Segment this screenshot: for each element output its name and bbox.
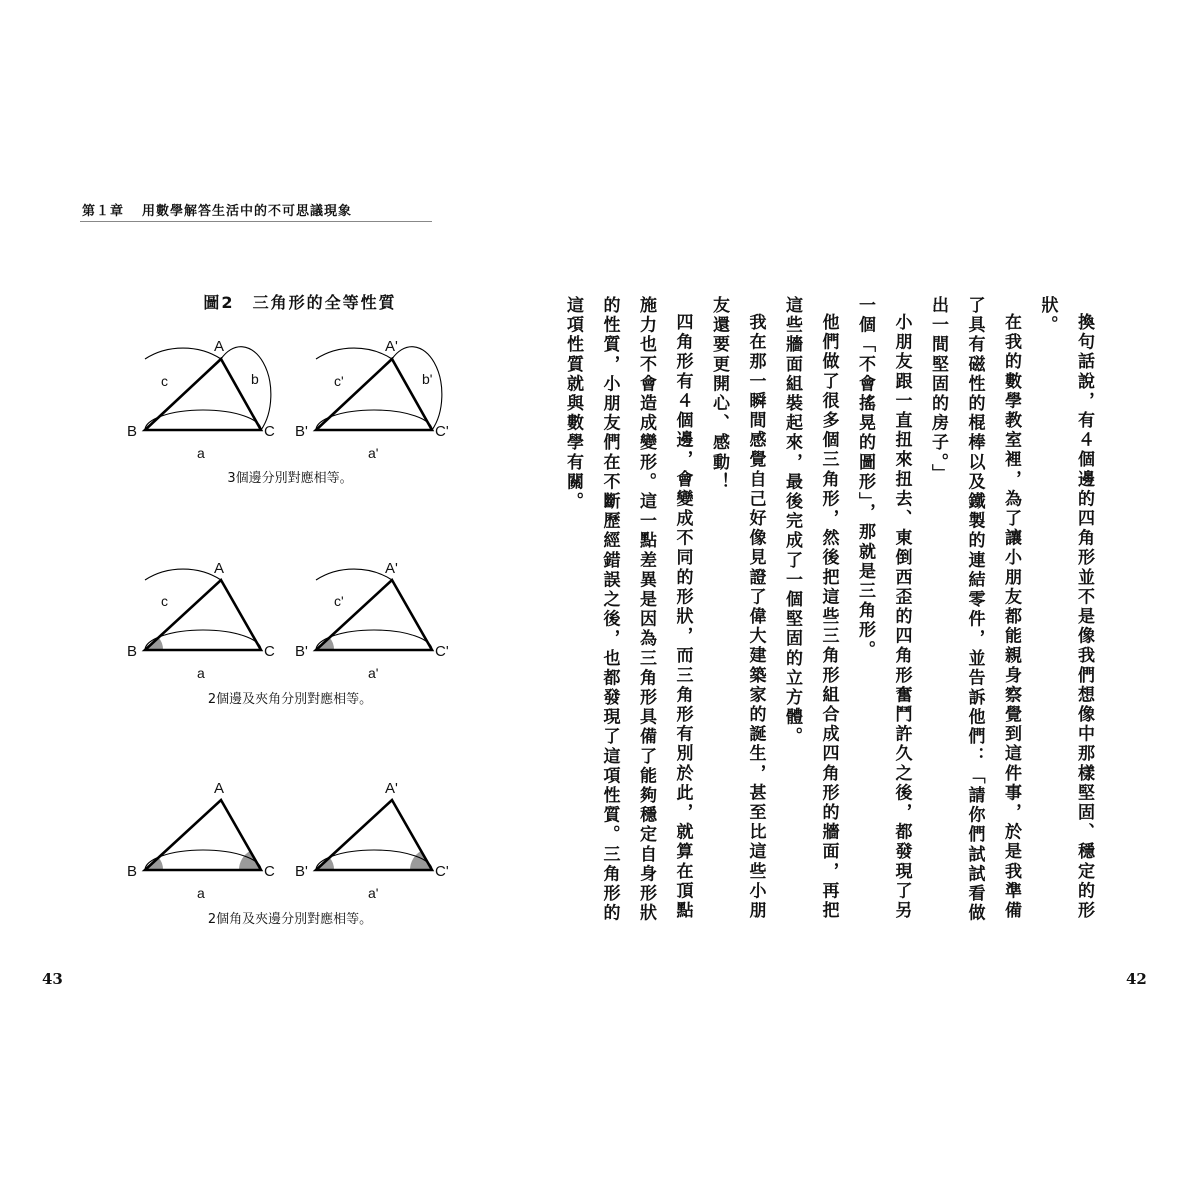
side-a-label: a xyxy=(197,885,205,901)
vertex-c-label: C xyxy=(264,423,275,440)
vertex-b-prime-label: B' xyxy=(295,863,308,880)
vertex-b-prime-label: B' xyxy=(295,643,308,660)
triangle-abc-prime xyxy=(316,580,432,650)
vertex-a-label: A xyxy=(214,780,225,797)
paragraph: 他們做了很多個三角形，然後把這些三角形組合成四角形的牆面，再把這些牆面組裝起來，最後完成了一個堅固的立方體。 xyxy=(782,296,839,921)
triangle-abc-prime-3 xyxy=(295,780,449,901)
page-number-left: 43 xyxy=(42,970,63,988)
sss-triangle-pair xyxy=(127,338,449,461)
triangle-abc-3 xyxy=(127,780,275,901)
arc-side-b-prime xyxy=(392,347,442,430)
arc-side-c xyxy=(145,348,221,359)
vertex-c-prime-label: C' xyxy=(435,423,449,440)
paragraph: 小朋友跟一直扭來扭去、東倒西歪的四角形奮鬥許久之後，都發現了另一個「不會搖晃的圖形」，那就是三角形。 xyxy=(855,296,912,921)
triangle-abc-1 xyxy=(127,338,275,461)
triangle-abc-prime-2 xyxy=(295,560,449,681)
side-c-prime-label: c' xyxy=(334,593,344,609)
paragraph: 我在那一瞬間感覺自己好像見證了偉大建築家的誕生，甚至比這些小朋友還要更開心、感動！ xyxy=(709,296,766,921)
side-a-label: a xyxy=(197,665,205,681)
chapter-title: 用數學解答生活中的不可思議現象 xyxy=(142,204,353,219)
figure-label: 圖2 xyxy=(203,293,235,312)
vertex-a-prime-label: A' xyxy=(385,338,398,355)
caption-sas: 2個邊及夾角分別對應相等。 xyxy=(207,692,373,707)
vertex-c-prime-label: C' xyxy=(435,863,449,880)
arc-side-b xyxy=(221,347,271,430)
chapter-number: 第１章 xyxy=(82,204,125,219)
page-number-right: 42 xyxy=(1126,970,1147,988)
vertex-b-label: B xyxy=(127,643,138,660)
sas-triangle-pair xyxy=(127,560,449,681)
arc-side-c-prime xyxy=(316,569,392,580)
paragraph: 在我的數學教室裡，為了讓小朋友都能親身察覺到這件事，於是我準備了具有磁性的棍棒以及鐵製的連結零件，並告訴他們：「請你們試試看做出一間堅固的房子。」 xyxy=(928,296,1021,924)
arc-side-c xyxy=(145,569,221,580)
asa-triangle-pair xyxy=(127,780,449,901)
vertex-a-label: A xyxy=(214,560,225,577)
vertex-c-label: C xyxy=(264,863,275,880)
vertex-a-label: A xyxy=(214,338,225,355)
vertex-c-label: C xyxy=(264,643,275,660)
vertex-b-label: B xyxy=(127,423,138,440)
vertex-a-prime-label: A' xyxy=(385,560,398,577)
side-c-label: c xyxy=(161,373,168,389)
angle-c-fill xyxy=(239,851,261,870)
paragraph: 換句話說，有４個邊的四角形並不是像我們想像中那樣堅固、穩定的形狀。 xyxy=(1037,296,1094,921)
vertex-a-prime-label: A' xyxy=(385,780,398,797)
side-a-prime-label: a' xyxy=(368,885,379,901)
triangle-abc-prime-1 xyxy=(295,338,449,461)
body-text-vertical xyxy=(563,296,1102,936)
vertex-b-prime-label: B' xyxy=(295,423,308,440)
vertex-b-label: B xyxy=(127,863,138,880)
paragraph: 四角形有４個邊，會變成不同的形狀，而三角形有別於此，就算在頂點施力也不會造成變形。這一點差異是因為三角形具備了能夠穩定自身形狀的性質，小朋友們在不斷歷經錯誤之後，也都發現了這項性質。三角形的這項性質就與數學有關。 xyxy=(563,296,693,924)
arc-side-c-prime xyxy=(316,348,392,359)
side-a-prime-label: a' xyxy=(368,665,379,681)
side-a-prime-label: a' xyxy=(368,445,379,461)
triangle-abc xyxy=(145,359,261,430)
vertex-c-prime-label: C' xyxy=(435,643,449,660)
triangle-abc-2 xyxy=(127,560,275,681)
caption-sss: 3個邊分別對應相等。 xyxy=(227,471,353,486)
angle-c-prime-fill xyxy=(410,851,432,870)
triangle-abc xyxy=(145,580,261,650)
side-c-prime-label: c' xyxy=(334,373,344,389)
side-a-label: a xyxy=(197,445,205,461)
side-c-label: c xyxy=(161,593,168,609)
side-b-prime-label: b' xyxy=(422,371,433,387)
side-b-label: b xyxy=(251,371,259,387)
caption-asa: 2個角及夾邊分別對應相等。 xyxy=(207,912,373,927)
figure-title-text: 三角形的全等性質 xyxy=(252,293,397,312)
triangle-abc-prime xyxy=(316,359,432,430)
